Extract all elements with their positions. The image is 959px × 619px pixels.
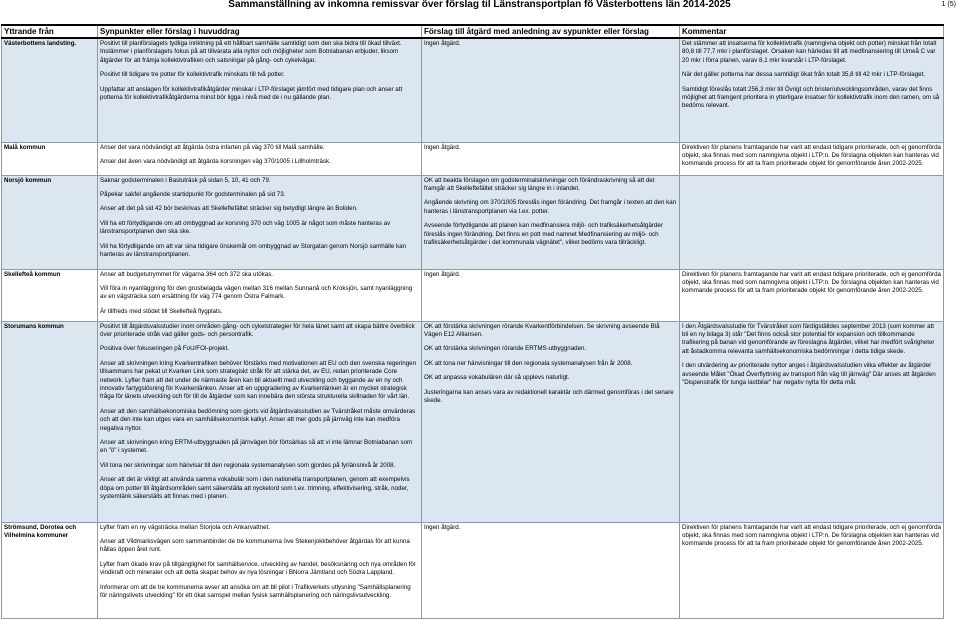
table-row [2, 38, 944, 142]
sender-cell: Västerbottens landsting. [2, 38, 98, 142]
comment-paragraph: När det gäller potterna har dessa samtidigt ökat från totalt 35,8 till 42 mkr i LTP-förslaget. [682, 71, 926, 79]
views-paragraph: Lyfter fram en ny vägsträcka mellan Storjola och Ankarvattnet. [100, 523, 271, 531]
comment-cell [680, 522, 944, 618]
views-paragraph: Anser att den samhällsekonomiska bedömning som gjorts vid åtgärdsvalsstudien av Tvärstråket måste omvärderas och att den inte kan utges vara en samhällsekonomisk kalkyl. Anser att mer gods på järnväg inte kan medföra negativa nyttor. [100, 407, 416, 432]
action-cell [422, 269, 680, 321]
comment-paragraph: Direktiven för planens framtagande har varit att endast tidigare prioriterade, och ej genomförda objekt, ska finnas med som namngivna objekt i LTP:n. De förslagna objekten kan hanteras vid kommande process för att ta fram prioriterade objekt för genomförande åren 2002-2025. [682, 523, 941, 548]
views-cell [98, 175, 422, 269]
views-paragraph: Vill föra in nyanläggning för den grusbelagda vägen mellan 316 mellan Sunnanå och Kroksjön, samt nyanläggning av en vägsträcka som ersättning för väg 774 genom Östra Falmark. [100, 284, 413, 301]
comment-cell [680, 175, 944, 269]
sender-cell: Norsjö kommun [2, 175, 98, 269]
table-row [2, 269, 944, 321]
views-paragraph: Anser det vara nödvändigt att åtgärda östra infarten på väg 370 till Malå samhälle. [100, 143, 325, 151]
views-paragraph: Informerar om att de tre kommunerna avser att ansöka om att bli pilot i Trafikverkets utlysning "Samhällsplanering för näringslivets utveckling" för ett ökat samspel mellan fysisk samhällsplanering och näringslivsutveckling. [100, 583, 411, 599]
table-row [2, 321, 944, 522]
views-paragraph: Lyfter fram ökade krav på tillgänglighet för samhällservice, utveckling av handel, besöksnäring och nya områden för vindkraft och mineraler och att detta skapar behov av nya lösningar i BNorra Jämtland och Södra Lappland. [100, 560, 416, 577]
action-paragraph: Ingen åtgärd. [424, 270, 461, 278]
views-paragraph: Positiva över fokuseringen på FoU/FOI-projekt. [100, 345, 229, 353]
title-line: Sammanställning av inkomna remissvar över förslag til Länstransportplan fö Västerbottens län 2014-2025 [228, 0, 731, 10]
action-cell [422, 38, 680, 142]
sender-cell: Malå kommun [2, 142, 98, 175]
views-cell [98, 142, 422, 175]
comment-paragraph: I den utvärdering av prioriterade nyttor anges i åtgärdsvalsstudien vilka effekter av åtgärder avseende Målet "Ökad Överflyttning av transport från väg till järnväg" Där anses att åtgärden "Dispenstrafik för tunga lastbilar" har negativ nytta för detta mål. [682, 362, 936, 386]
action-cell [422, 522, 680, 618]
action-cell [422, 321, 680, 522]
table-row [2, 175, 944, 269]
views-paragraph: Saknar godsterminalen i Bastuträsk på sidan 5, 10, 41 och 79. [100, 176, 271, 184]
views-paragraph: Vill tona ner skrivningar som hänvisar till den regionala systemanalysen som gjordes på fyrlänsnivå år 2008. [100, 461, 396, 469]
table-header-row [2, 25, 944, 38]
column-header-action: Förslag till åtgärd med anledning av sypunkter eller förslag [422, 25, 680, 38]
response-table [1, 24, 944, 619]
action-paragraph: OK att tona ner hänvisningar till den regionala systemanalysen från år 2008. [424, 359, 633, 367]
comment-paragraph: Det stämmer att insatserna för kollektivtrafik (namngivna objekt och potter) minskat från totalt 80,8 till 77,7 mkr i planförslaget. Orsaken kan härledas till att medfinansiering till Umeå C var 20 mkr i förra planen, varav 8,1 mkr kvarstår i LTP-förslaget. [682, 40, 937, 64]
table-row [2, 522, 944, 618]
action-paragraph: Avseende förtydligande att planen kan medfinansiera miljö- och trafiksäkerhetsåtgärder föreslås ingen förändring. Det finns en pott med namnet Medfinansiering av miljö- och trafiksäkerhetsåtgärder i det kommunala vägnätet", vilket bedöms vara tillräckligt. [424, 222, 663, 246]
views-paragraph: Anser att det på sid 42 bör beskrivas att Skelleftefältet sträcker sig betydligt längre än Boliden. [100, 205, 358, 213]
action-paragraph: OK att beakta förslagen om godsterminalskrivningar och förändraskrivning så att det framgår att Skelleftefältet sträcker sig längre in i inlandet. [424, 176, 655, 192]
views-paragraph: Positivt till tidigare tre potter för kollektivtrafik minskats till två potter. [100, 71, 285, 79]
action-paragraph: Ingen åtgärd. [424, 143, 461, 151]
action-paragraph: OK att anpassa vokabulären där så upplevs naturligt. [424, 374, 570, 382]
column-header-views: Synpunkter eller förslag i huvuddrag [98, 25, 422, 38]
views-paragraph: Anser att Vildmarksvägen som sammanbinder de tre kommunerna öve Stekenjokkbehöver åtgärdas för att kunna hållas öppen året runt. [100, 537, 410, 554]
action-paragraph: Ingen åtgärd. [424, 523, 461, 531]
sender-cell: Storumans kommun [2, 321, 98, 522]
document-title [0, 0, 959, 10]
views-cell [98, 269, 422, 321]
views-paragraph: Vill ha förtydligande om att var sina tidigare önskemål om ombyggnad av Storgatan genom Norsjö samhälle kan hanteras av länstransportplanen. [100, 242, 406, 258]
comment-cell [680, 38, 944, 142]
views-paragraph: Anser att budgetutrymmet för vägarna 364 och 372 ska utökas. [100, 270, 274, 278]
views-paragraph: Positivt till planförslagets tydliga inriktning på ett hållbart samhälle samtidigt som den ska bidra till ökad tillväxt. Instämmer i planförslagets fokus på att tillvarata alla nyttor och möjligheter som Botniabanan erbjuder, liksom åtgärder för att främja kollektivtrafiken och satsningar på gång- och cykelvägar. [100, 40, 402, 64]
table-row [2, 142, 944, 175]
action-cell [422, 175, 680, 269]
column-header-comment: Kommentar [680, 25, 944, 38]
comment-paragraph: Direktiven för planens framtagande har varit att endast tidigare prioriterade, och ej genomförda objekt, ska finnas med som namngivna objekt i LTP:n. De förslagna objekten kan hanteras vid kommande process för att ta fram prioriterade objekt för genomförande åren 2002-2025. [682, 270, 941, 295]
comment-paragraph: Samtidigt föreslås totalt 256,3 mkr till Övrigt och brister/utvecklingsområden, varav det finns möjlighet att framgent prioritera in ytterligare insatser för kollektivtrafik inom den ramen, om så bedöms relevant. [682, 85, 940, 110]
action-paragraph: Ingen åtgärd. [424, 40, 461, 47]
views-paragraph: Är tillfreds med stödet till Skellefteå flygplats. [100, 307, 223, 315]
comment-cell [680, 142, 944, 175]
column-header-sender: Yttrande från [2, 25, 98, 38]
views-paragraph: Påpekar sakfel angående startidpunkt för godsterminalen på sid 73. [100, 190, 286, 198]
document-header [0, 0, 959, 24]
action-paragraph: Angående skrivning om 370/1005 föreslås ingen förändring. Det framgår i texten att den kan hanteras i länstransportplanen via t.ex. potter. [424, 199, 677, 215]
views-paragraph: Anser att skrivningen kring ERTM-utbyggnaden på järnvägen bör förtsärkas så att vi inte lämnar Botniabanan som en "ö" i systemet. [100, 438, 413, 455]
comment-paragraph: Direktiven för planens framtagande har varit att endast tidigare prioriterade, och ej genomförda objekt, ska finnas med som namngivna objekt i LTP:n. De förslagna objekten kan hanteras vid kommande process för att ta fram prioriterade objekt för genomförande åren 2002-2025. [682, 143, 941, 168]
page-number: 1 (5) [941, 1, 956, 8]
comment-cell [680, 321, 944, 522]
action-paragraph: OK att förstärka skrivningen rörande ERTMS-utbyggnaden. [424, 345, 587, 353]
table-body [2, 38, 944, 618]
views-paragraph: Anser att det är viktigt att använda samma vokabulär som i den nationella transportplanen, genom att exempelvis döpa om potter till åtgärdsområden samt säkerställa att nyckelord som t.ex. trimning, effektivisering, stråk, noder, systemtänk säkerställs att finnas med i planen. [100, 476, 410, 500]
action-paragraph: OK att förstärka skrivningen rörande Kvarkentförbindelsen. Se skrivning avseende Blå Vägen E12 Alliansen. [424, 322, 660, 338]
views-paragraph: Positivt till åtgärdsvalsstudier inom områden gång- och cykelstrategier för hela länet samt att skapa bättre överblick över prioriterade stråk vad gäller gods- och persontrafik. [100, 322, 415, 338]
views-paragraph: Uppfattar att anslagen för kollektivtrafikåtgärder minskar i LTP-förslaget jämfört med tidigare plan och anser att potterna för kollektivtrafikåtgärderna minst bör ligga i nivå med de i nu gällande plan. [100, 85, 403, 102]
views-cell [98, 38, 422, 142]
action-cell [422, 142, 680, 175]
views-cell [98, 321, 422, 522]
comment-paragraph: I den Åtgärdsvalsstudie för Tvärstråket som färdigställdes september 2013 (som kommer att bli en ny bilaga 3) står "Det finns också stor potential för expansion och tillkommande trafikering på banan vid genomförande av föreslagna åtgärder, vilket har medfört svårigheter att åstadkomma relevanta samhällsekonomiska bedömningar i detta tidiga skede. [682, 322, 935, 355]
sender-cell: Strömsund, Dorotea och Vilhelmina kommuner [2, 522, 98, 618]
sender-cell: Skellefteå kommun [2, 269, 98, 321]
views-paragraph: Anser att skrivningen kring Kvarkentrafiken behöver förstärks med motivationen att EU och den svenska regeringen tillsammans har pekat ut Kvarken Link som strategiskt stråk för att stärka det, av EU, redan prioriterade Core network. Lyfter fram att det under de närmaste åren kan bli aktuellt med utveckling och byggande av en ny och innovativ fartygslösning för Kvarkenlänken. Anser att en uppgradering av Kvarkenlänken är en mycket strategisk fråga för länets utveckling och för till de åtgärder som kan innebära den största strukturella skillnaden för vårt län. [100, 359, 417, 401]
views-cell [98, 522, 422, 618]
views-paragraph: Anser det även vara nödvändigt att åtgärda korsningen väg 370/1005 i Lillholmträsk. [100, 157, 331, 165]
comment-cell [680, 269, 944, 321]
action-paragraph: Justeringarna kan anses vara av redaktionell karaktär och därmed genomföras i det senare skede. [424, 388, 674, 404]
views-paragraph: Vill ha ett förtydligande om att ombyggnad av korsning 370 och väg 1005 är något som måste hanteras av länstransportplanen den ska ske. [100, 219, 391, 236]
